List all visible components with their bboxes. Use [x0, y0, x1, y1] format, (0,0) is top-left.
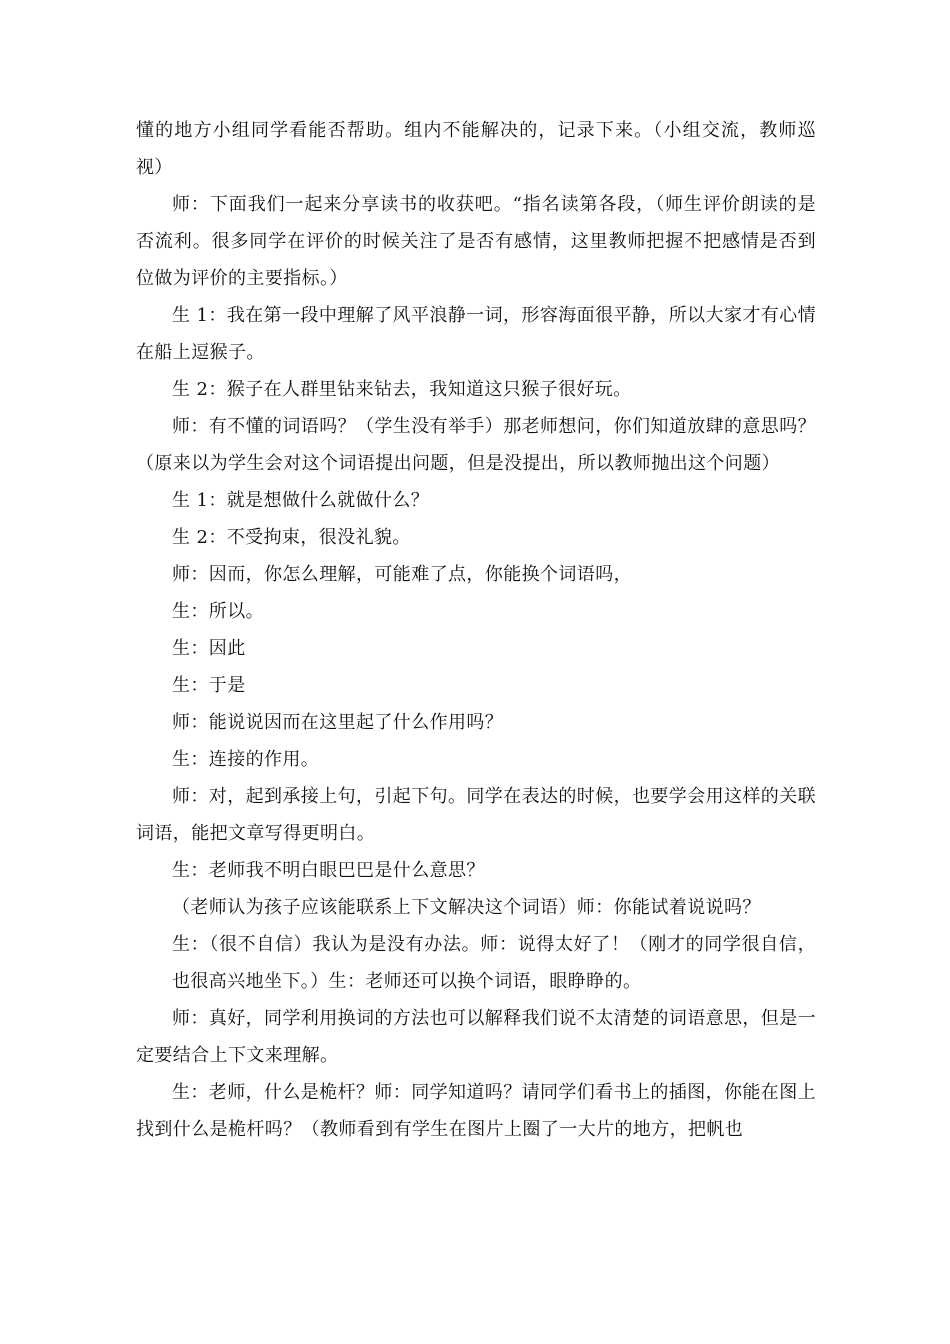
paragraph: 生：所以。	[172, 601, 264, 622]
paragraph: 师：有不懂的词语吗？（学生没有举手）那老师想问，你们知道放肆的意思吗？（原来以为学生会对这个词语提出问题，但是没提出，所以教师抛出这个问题）	[136, 416, 816, 474]
paragraph: 生：连接的作用。	[172, 749, 320, 770]
paragraph: 懂的地方小组同学看能否帮助。组内不能解决的，记录下来。（小组交流，教师巡视）	[136, 120, 816, 178]
paragraph: （老师认为孩子应该能联系上下文解决这个词语）师：你能试着说说吗？	[172, 897, 761, 918]
paragraph: 师：因而，你怎么理解，可能难了点，你能换个词语吗，	[172, 564, 632, 585]
paragraph: 生：于是	[172, 675, 246, 696]
paragraph: 生：老师我不明白眼巴巴是什么意思？	[172, 860, 485, 881]
paragraph: 师：能说说因而在这里起了什么作用吗？	[172, 712, 504, 733]
paragraph: 师：对，起到承接上句，引起下句。同学在表达的时候，也要学会用这样的关联词语，能把文章写得更明白。	[136, 786, 816, 844]
body-text	[136, 112, 816, 1148]
paragraph: 师：下面我们一起来分享读书的收获吧。“指名读第各段，（师生评价朗读的是否流利。很多同学在评价的时候关注了是否有感情，这里教师把握不把感情是否到位做为评价的主要指标。）	[136, 194, 816, 289]
paragraph: 师：真好，同学利用换词的方法也可以解释我们说不太清楚的词语意思，但是一定要结合上下文来理解。	[136, 1008, 816, 1066]
paragraph: 生：老师，什么是桅杆？师：同学知道吗？请同学们看书上的插图，你能在图上找到什么是桅杆吗？（教师看到有学生在图片上圈了一大片的地方，把帆也	[136, 1082, 816, 1140]
paragraph: 生：（很不自信）我认为是没有办法。师：说得太好了！（刚才的同学很自信，也很高兴地坐下。）生：老师还可以换个词语，眼睁睁的。	[172, 934, 816, 992]
paragraph: 生 2：猴子在人群里钻来钻去，我知道这只猴子很好玩。	[172, 379, 632, 400]
paragraph: 生 2：不受拘束，很没礼貌。	[172, 527, 411, 548]
paragraph: 生 1：我在第一段中理解了风平浪静一词，形容海面很平静，所以大家才有心情在船上逗猴子。	[136, 305, 816, 363]
paragraph: 生：因此	[172, 638, 246, 659]
paragraph: 生 1：就是想做什么就做什么？	[172, 490, 430, 511]
